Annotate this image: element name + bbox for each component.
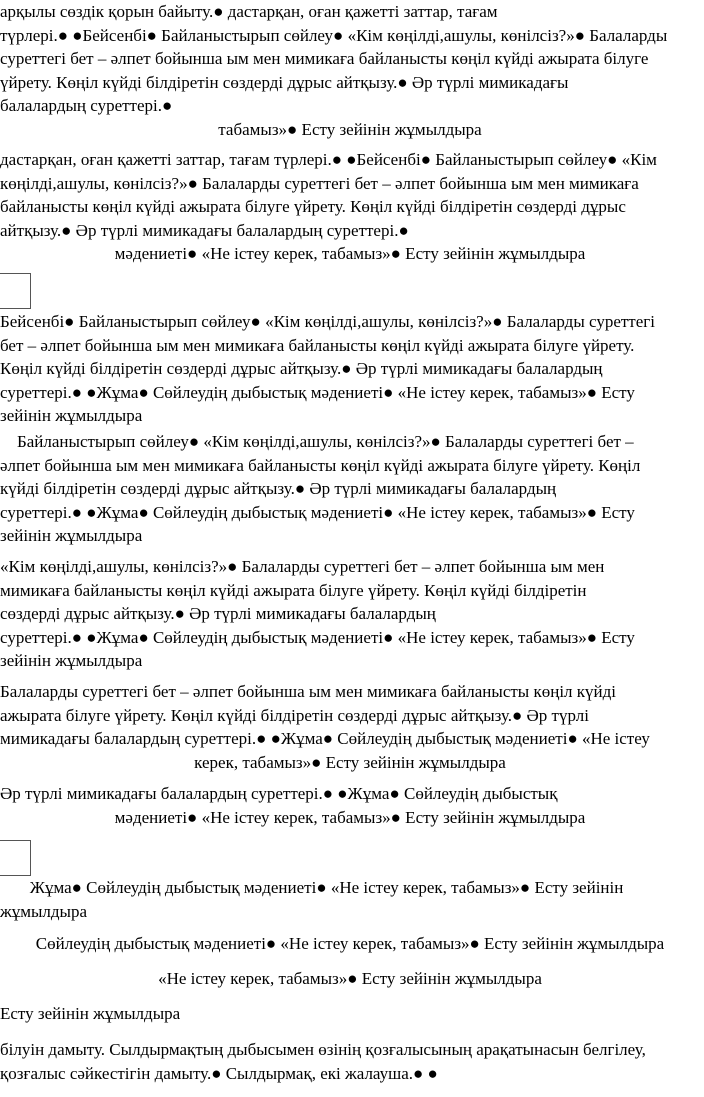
text-line: қозғалыс сәйкестігін дамыту.● Сылдырмақ, екі жалауша.● ● (0, 1063, 438, 1083)
text-line: балалардың суреттері.● (0, 96, 173, 115)
paragraph-10 (0, 967, 700, 991)
empty-frame (0, 273, 31, 309)
text-line: ажырата білуге үйрету. Көңіл күйді білдіретін сөздерді дұрыс айтқызу.● Әр түрлі (0, 705, 589, 725)
text-line: зейінін жұмылдыра (0, 526, 143, 545)
text-line: жұмылдыра (0, 901, 88, 921)
paragraph-1 (0, 0, 700, 141)
text-line: күйді білдіретін сөздерді дұрыс айтқызу.● Әр түрлі мимикадағы балалардың (0, 479, 557, 498)
text-line: суреттегі бет – әлпет бойынша ым мен мимикаға байланысты көңіл күйді ажырата білуге (0, 49, 649, 68)
text-line: үйрету. Көңіл күйді білдіретін сөздерді дұрыс айтқызу.● Әр түрлі мимикадағы (0, 72, 569, 92)
paragraph-3 (0, 310, 700, 428)
paragraph-12 (0, 1038, 700, 1085)
text-line: арқылы сөздік қорын байыту.● дастарқан, оған қажетті заттар, тағам (0, 2, 498, 21)
text-line: «Кім көңілді,ашулы, көнілсіз?»● Балаларды суреттегі бет – әлпет бойынша ым мен (0, 557, 605, 576)
text-line: Жұма● Сөйлеудің дыбыстық мәдениеті● «Не істеу керек, табамыз»● Есту зейінін (0, 878, 624, 897)
centered-line: мәдениеті● «Не істеу керек, табамыз»● Есту зейінін жұмылдыра (114, 244, 586, 263)
text-line: айтқызу.● Әр түрлі мимикадағы балалардың суреттері.● (0, 220, 409, 240)
paragraph-11 (0, 1002, 700, 1026)
text-line: Балаларды суреттегі бет – әлпет бойынша ым мен мимикаға байланысты көңіл күйді (0, 682, 617, 701)
text-line: бет – әлпет бойынша ым мен мимикаға байланысты көңіл күйді ажырата білуге үйрету. (0, 335, 635, 355)
text-line: суреттері.● ●Жұма● Сөйлеудің дыбыстық мәдениеті● «Не істеу керек, табамыз»● Есту (0, 627, 635, 647)
text-line: суреттері.● ●Жұма● Сөйлеудің дыбыстық мәдениеті● «Не істеу керек, табамыз»● Есту (0, 502, 635, 522)
text-line: мимикаға байланысты көңіл күйді ажырата білуге үйрету. Көңіл күйді білдіретін (0, 580, 587, 600)
text-line: сөздерді дұрыс айтқызу.● Әр түрлі мимикадағы балалардың (0, 604, 436, 623)
paragraph-4 (0, 430, 700, 548)
text-line: Бейсенбі● Байланыстырып сөйлеу● «Кім көңілді,ашулы, көнілсіз?»● Балаларды суреттегі (0, 312, 655, 331)
paragraph-9 (0, 932, 700, 956)
text-line: Есту зейінін жұмылдыра (0, 1004, 181, 1023)
centered-line: «Не істеу керек, табамыз»● Есту зейінін жұмылдыра (158, 969, 542, 988)
text-line: білуін дамыту. Сылдырмақтың дыбысымен өзінің қозғалысының арақатынасын белгілеу, (0, 1040, 646, 1059)
paragraph-8 (0, 876, 700, 923)
paragraph-6 (0, 680, 700, 774)
centered-line: мәдениеті● «Не істеу керек, табамыз»● Есту зейінін жұмылдыра (114, 807, 586, 827)
centered-line: Сөйлеудің дыбыстық мәдениеті● «Не істеу керек, табамыз»● Есту зейінін жұмылдыра (35, 934, 665, 953)
paragraph-7 (0, 782, 700, 829)
paragraph-2 (0, 148, 700, 266)
text-line: Әр түрлі мимикадағы балалардың суреттері.● ●Жұма● Сөйлеудің дыбыстық (0, 784, 558, 803)
centered-line: табамыз»● Есту зейінін жұмылдыра (218, 119, 482, 139)
empty-frame (0, 840, 31, 876)
text-line: дастарқан, оған қажетті заттар, тағам түрлері.● ●Бейсенбі● Байланыстырып сөйлеу● «Кім (0, 150, 657, 169)
text-line: суреттері.● ●Жұма● Сөйлеудің дыбыстық мәдениеті● «Не істеу керек, табамыз»● Есту (0, 382, 635, 402)
text-line: Көңіл күйді білдіретін сөздерді дұрыс айтқызу.● Әр түрлі мимикадағы балалардың (0, 359, 603, 378)
centered-line: керек, табамыз»● Есту зейінін жұмылдыра (194, 752, 506, 772)
paragraph-5 (0, 555, 700, 673)
text-line: мимикадағы балалардың суреттері.● ●Жұма● Сөйлеудің дыбыстық мәдениеті● «Не істеу (0, 729, 650, 748)
text-line: зейінін жұмылдыра (0, 406, 143, 425)
text-line: әлпет бойынша ым мен мимикаға байланысты көңіл күйді ажырата білуге үйрету. Көңіл (0, 455, 641, 475)
text-line: зейінін жұмылдыра (0, 651, 143, 670)
text-line: түрлері.● ●Бейсенбі● Байланыстырып сөйлеу● «Кім көңілді,ашулы, көнілсіз?»● Балаларды (0, 25, 668, 45)
text-line: байланысты көңіл күйді ажырата білуге үйрету. Көңіл күйді білдіретін сөздерді дұрыс (0, 197, 626, 216)
text-line: Байланыстырып сөйлеу● «Кім көңілді,ашулы, көнілсіз?»● Балаларды суреттегі бет – (0, 432, 634, 451)
text-line: көңілді,ашулы, көнілсіз?»● Балаларды суреттегі бет – әлпет бойынша ым мен мимикаға (0, 173, 639, 193)
